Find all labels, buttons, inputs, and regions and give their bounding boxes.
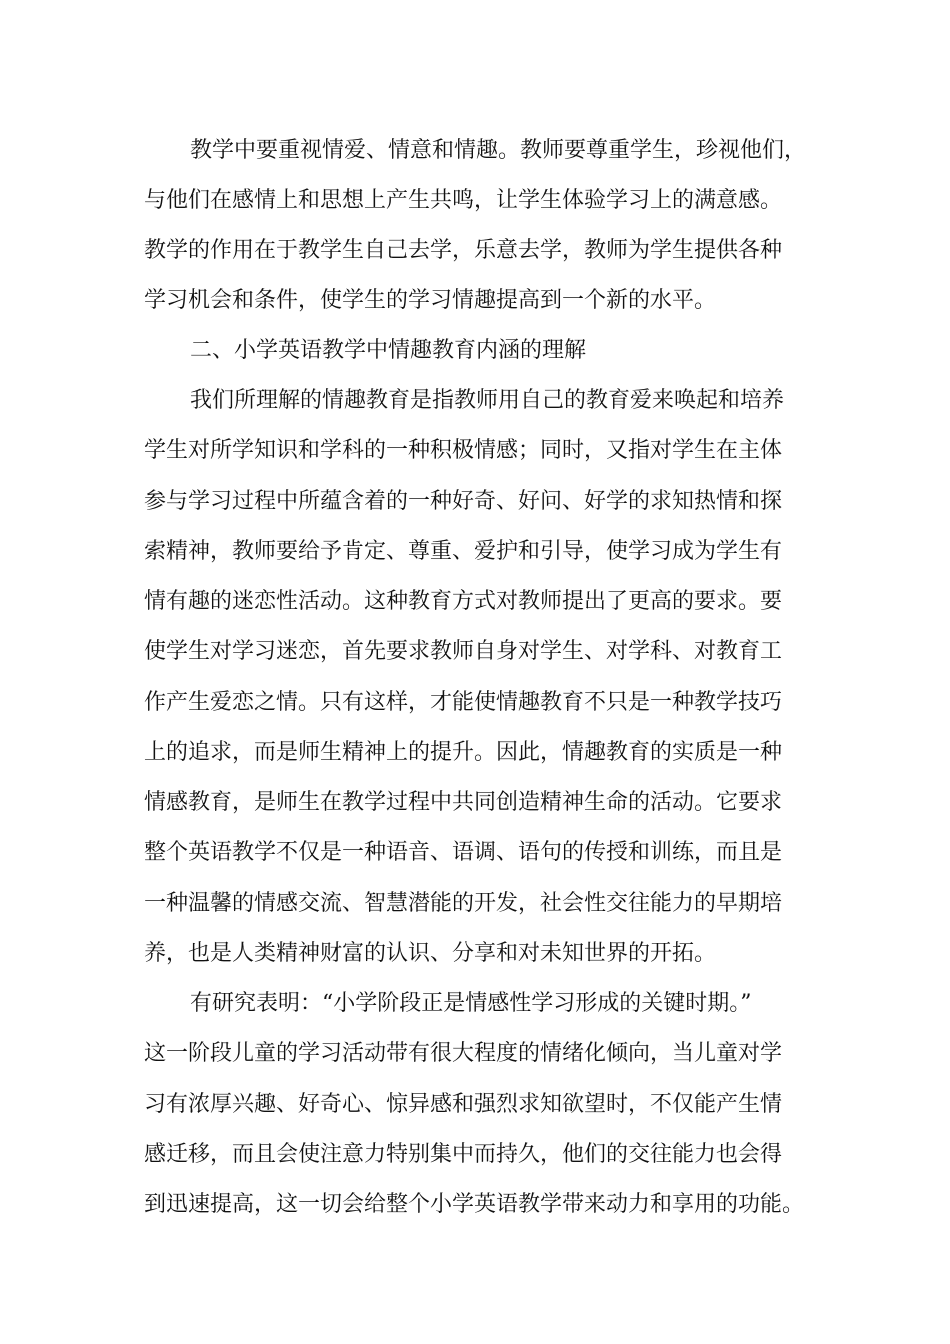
paragraph-line: 感迁移，而且会使注意力特别集中而持久，他们的交往能力也会得: [144, 1142, 783, 1167]
paragraph-line: 习有浓厚兴趣、好奇心、惊异感和强烈求知欲望时，不仅能产生情: [144, 1092, 783, 1117]
paragraph-line: 整个英语教学不仅是一种语音、语调、语句的传授和训练，而且是: [144, 840, 783, 865]
paragraph-line: 学生对所学知识和学科的一种积极情感；同时，又指对学生在主体: [144, 438, 783, 463]
section-heading: 二、小学英语教学中情趣教育内涵的理解: [190, 338, 587, 363]
paragraph-line: 一种温馨的情感交流、智慧潜能的开发，社会性交往能力的早期培: [144, 891, 783, 916]
paragraph-line: 使学生对学习迷恋，首先要求教师自身对学生、对学科、对教育工: [144, 639, 783, 664]
paragraph-line: 教学的作用在于教学生自己去学，乐意去学，教师为学生提供各种: [144, 238, 783, 263]
paragraph-line: 学习机会和条件，使学生的学习情趣提高到一个新的水平。: [144, 288, 717, 313]
paragraph-line: 到迅速提高，这一切会给整个小学英语教学带来动力和享用的功能。: [144, 1192, 805, 1217]
paragraph-line: 情感教育，是师生在教学过程中共同创造精神生命的活动。它要求: [144, 790, 783, 815]
paragraph-line: 情有趣的迷恋性活动。这种教育方式对教师提出了更高的要求。要: [144, 589, 783, 614]
paragraph-line: 我们所理解的情趣教育是指教师用自己的教育爱来唤起和培养: [190, 388, 785, 413]
paragraph-line: 与他们在感情上和思想上产生共鸣，让学生体验学习上的满意感。: [144, 188, 783, 213]
paragraph-line: 养，也是人类精神财富的认识、分享和对未知世界的开拓。: [144, 941, 717, 966]
paragraph-line: 有研究表明：“小学阶段正是情感性学习形成的关键时期。”: [190, 991, 752, 1016]
paragraph-line: 索精神，教师要给予肯定、尊重、爱护和引导，使学习成为学生有: [144, 539, 783, 564]
paragraph-line: 教学中要重视情爱、情意和情趣。教师要尊重学生，珍视他们，: [190, 138, 807, 163]
paragraph-line: 参与学习过程中所蕴含着的一种好奇、好问、好学的求知热情和探: [144, 489, 783, 514]
paragraph-line: 作产生爱恋之情。只有这样，才能使情趣教育不只是一种教学技巧: [144, 690, 783, 715]
paragraph-line: 这一阶段儿童的学习活动带有很大程度的情绪化倾向，当儿童对学: [144, 1041, 783, 1066]
paragraph-line: 上的追求，而是师生精神上的提升。因此，情趣教育的实质是一种: [144, 740, 783, 765]
